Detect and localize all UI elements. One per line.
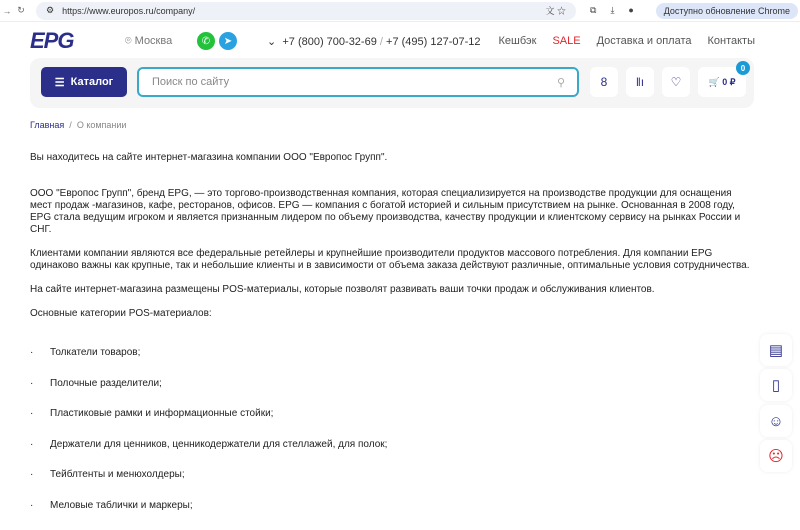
negative-feedback-button[interactable]: [760, 440, 792, 472]
link-contacts[interactable]: Контакты: [707, 35, 755, 47]
list-item: · Толкатели товаров;: [30, 347, 750, 378]
smile-icon: ☺: [768, 413, 783, 430]
reload-icon[interactable]: ↻: [14, 5, 28, 16]
avatar[interactable]: ●: [628, 5, 633, 16]
city-selector[interactable]: ⌾ Москва: [125, 35, 197, 48]
whatsapp-icon[interactable]: ✆: [197, 32, 215, 50]
download-icon[interactable]: ⤓: [610, 5, 614, 16]
translate-icon[interactable]: 文 ☆: [545, 4, 566, 17]
compare-button[interactable]: [626, 67, 654, 97]
paragraph: ООО "Европос Групп", бренд EPG, — это торгово-производственная компания, которая специализируется на производстве продукции для оснащения мест продаж -магазинов, кафе, ресторанов, офисов. EPG — компания с богатой историей и сильным присутствием на рынке. Основанная в 2008 году, EPG стала ведущим игроком и является признанным лидером по объему производства, качеству продукции и клиентскому сервису на рынках России и СНГ.: [30, 188, 750, 236]
search-input[interactable]: Поиск по сайту ⚲: [137, 67, 579, 97]
breadcrumb: Главная / О компании: [30, 120, 126, 130]
chat-button[interactable]: [760, 334, 792, 366]
forward-icon[interactable]: →: [0, 6, 14, 16]
paragraph: Основные категории POS-материалов:: [30, 308, 750, 320]
chat-icon: ▤: [769, 341, 783, 359]
site-info-icon[interactable]: ⚙: [46, 5, 54, 16]
phones[interactable]: ⌄ +7 (800) 700-32-69 / +7 (495) 127-07-12: [267, 35, 481, 48]
update-chrome-button[interactable]: Доступно обновление Chrome: [656, 3, 798, 19]
list-item: · Полочные разделители;: [30, 378, 750, 409]
cart-icon: 🛒: [709, 77, 723, 88]
telegram-icon[interactable]: ➤: [219, 32, 237, 50]
compare-icon: ‖ı: [636, 75, 644, 89]
city-label: Москва: [135, 35, 173, 47]
sad-face-icon: ☹: [768, 447, 784, 465]
list-item: · Меловые таблички и маркеры;: [30, 500, 750, 530]
search-icon[interactable]: ⚲: [557, 76, 565, 89]
phone-icon: ▯: [772, 376, 780, 394]
address-bar[interactable]: [36, 2, 576, 20]
paragraph: На сайте интернет-магазина размещены POS-материалы, которые позволят развивать ваши точки продаж и обслуживания клиентов.: [30, 284, 750, 296]
paragraph: Вы находитесь на сайте интернет-магазина компании ООО "Европос Групп".: [30, 152, 750, 164]
browser-bar: [0, 0, 800, 22]
user-icon: 8: [601, 75, 608, 89]
list-item: · Держатели для ценников, ценникодержатели для стеллажей, для полок;: [30, 439, 750, 470]
cart-button[interactable]: 🛒 0 ₽ 0: [698, 67, 746, 97]
account-button[interactable]: [590, 67, 618, 97]
callback-button[interactable]: [760, 369, 792, 401]
breadcrumb-home[interactable]: Главная: [30, 120, 64, 130]
paragraph: Клиентами компании являются все федеральные ретейлеры и крупнейшие производители продуктов массового потребления. Для компании EPG одинаково важны как крупные, так и небольшие клиенты и в зависимости от объема заказа действуют различные, оптимальные условия сотрудничества.: [30, 248, 750, 272]
favorites-button[interactable]: [662, 67, 690, 97]
link-sale[interactable]: SALE: [552, 35, 580, 47]
heart-icon: ♡: [671, 75, 682, 89]
positive-feedback-button[interactable]: [760, 405, 792, 437]
extensions-icon[interactable]: ⧉: [590, 5, 596, 16]
catalog-button[interactable]: ☰ Каталог: [41, 67, 127, 97]
url-text: https://www.europos.ru/company/: [62, 6, 195, 16]
breadcrumb-current: О компании: [77, 120, 127, 130]
menu-icon: ☰: [55, 76, 65, 89]
list-item: · Тейблтенты и менюхолдеры;: [30, 469, 750, 500]
logo[interactable]: EPG: [30, 28, 125, 54]
link-cashback[interactable]: Кешбэк: [498, 35, 536, 47]
list-item: · Пластиковые рамки и информационные стойки;: [30, 408, 750, 439]
cart-badge: 0: [736, 61, 750, 75]
link-delivery[interactable]: Доставка и оплата: [597, 35, 692, 47]
toolbar: [30, 58, 754, 108]
page-content: [30, 152, 750, 530]
